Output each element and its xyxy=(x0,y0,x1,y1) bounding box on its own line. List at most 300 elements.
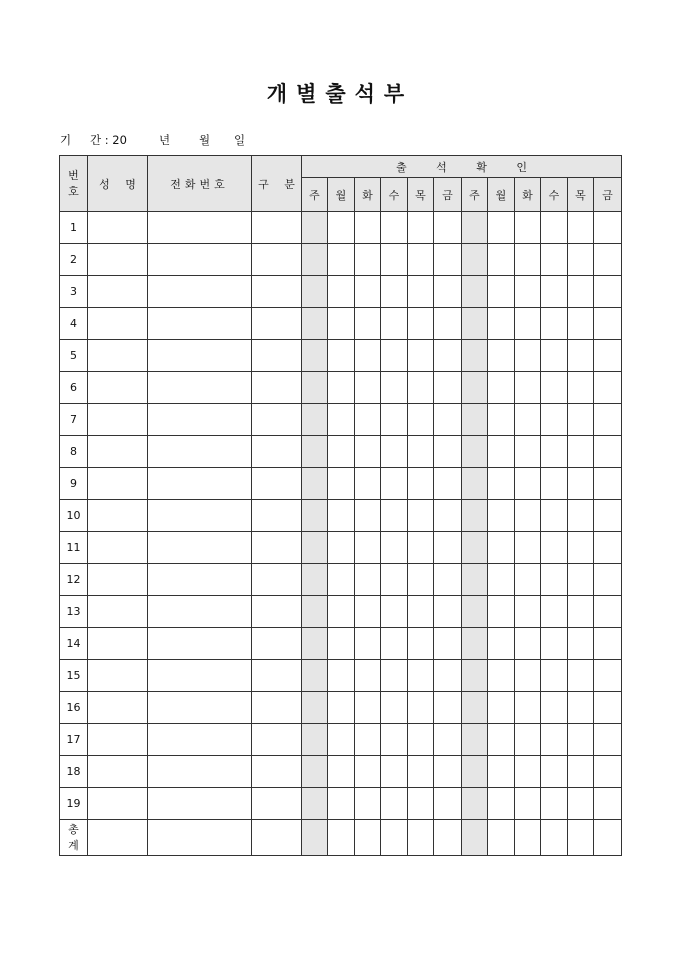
attendance-cell[interactable] xyxy=(328,404,355,436)
attendance-cell[interactable] xyxy=(381,660,408,692)
attendance-cell[interactable] xyxy=(381,788,408,820)
attendance-cell[interactable] xyxy=(515,276,541,308)
attendance-cell[interactable] xyxy=(328,532,355,564)
category-cell[interactable] xyxy=(252,532,302,564)
attendance-cell[interactable] xyxy=(302,308,328,340)
name-cell[interactable] xyxy=(88,660,148,692)
attendance-cell[interactable] xyxy=(568,660,594,692)
category-cell[interactable] xyxy=(252,276,302,308)
attendance-cell[interactable] xyxy=(568,756,594,788)
attendance-cell[interactable] xyxy=(462,404,488,436)
attendance-cell[interactable] xyxy=(541,788,568,820)
attendance-cell[interactable] xyxy=(302,724,328,756)
attendance-cell[interactable] xyxy=(462,628,488,660)
attendance-cell[interactable] xyxy=(594,532,622,564)
attendance-cell[interactable] xyxy=(541,468,568,500)
attendance-cell[interactable] xyxy=(355,372,381,404)
attendance-cell[interactable] xyxy=(568,532,594,564)
attendance-cell[interactable] xyxy=(381,628,408,660)
attendance-cell[interactable] xyxy=(568,404,594,436)
attendance-cell[interactable] xyxy=(541,276,568,308)
attendance-cell[interactable] xyxy=(408,468,434,500)
attendance-cell[interactable] xyxy=(302,500,328,532)
attendance-cell[interactable] xyxy=(515,212,541,244)
name-cell[interactable] xyxy=(88,308,148,340)
name-cell[interactable] xyxy=(88,692,148,724)
attendance-cell[interactable] xyxy=(434,372,462,404)
total-attendance-cell[interactable] xyxy=(515,820,541,856)
attendance-cell[interactable] xyxy=(462,596,488,628)
attendance-cell[interactable] xyxy=(381,500,408,532)
attendance-cell[interactable] xyxy=(408,340,434,372)
attendance-cell[interactable] xyxy=(328,436,355,468)
attendance-cell[interactable] xyxy=(302,692,328,724)
phone-cell[interactable] xyxy=(148,628,252,660)
attendance-cell[interactable] xyxy=(381,692,408,724)
attendance-cell[interactable] xyxy=(462,564,488,596)
attendance-cell[interactable] xyxy=(488,660,515,692)
attendance-cell[interactable] xyxy=(302,468,328,500)
attendance-cell[interactable] xyxy=(408,500,434,532)
attendance-cell[interactable] xyxy=(302,660,328,692)
name-cell[interactable] xyxy=(88,372,148,404)
attendance-cell[interactable] xyxy=(355,436,381,468)
name-cell[interactable] xyxy=(88,628,148,660)
attendance-cell[interactable] xyxy=(488,564,515,596)
attendance-cell[interactable] xyxy=(355,532,381,564)
attendance-cell[interactable] xyxy=(541,564,568,596)
attendance-cell[interactable] xyxy=(434,308,462,340)
attendance-cell[interactable] xyxy=(355,628,381,660)
attendance-cell[interactable] xyxy=(568,628,594,660)
attendance-cell[interactable] xyxy=(328,628,355,660)
attendance-cell[interactable] xyxy=(302,372,328,404)
attendance-cell[interactable] xyxy=(594,564,622,596)
attendance-cell[interactable] xyxy=(355,404,381,436)
phone-cell[interactable] xyxy=(148,756,252,788)
attendance-cell[interactable] xyxy=(462,468,488,500)
attendance-cell[interactable] xyxy=(568,244,594,276)
attendance-cell[interactable] xyxy=(355,756,381,788)
attendance-cell[interactable] xyxy=(328,596,355,628)
attendance-cell[interactable] xyxy=(568,596,594,628)
phone-cell[interactable] xyxy=(148,468,252,500)
attendance-cell[interactable] xyxy=(302,532,328,564)
total-attendance-cell[interactable] xyxy=(302,820,328,856)
attendance-cell[interactable] xyxy=(381,244,408,276)
attendance-cell[interactable] xyxy=(515,724,541,756)
attendance-cell[interactable] xyxy=(328,500,355,532)
phone-cell[interactable] xyxy=(148,692,252,724)
attendance-cell[interactable] xyxy=(381,308,408,340)
attendance-cell[interactable] xyxy=(408,372,434,404)
category-cell[interactable] xyxy=(252,756,302,788)
attendance-cell[interactable] xyxy=(541,404,568,436)
attendance-cell[interactable] xyxy=(462,532,488,564)
phone-cell[interactable] xyxy=(148,724,252,756)
phone-cell[interactable] xyxy=(148,212,252,244)
attendance-cell[interactable] xyxy=(355,276,381,308)
category-cell[interactable] xyxy=(252,628,302,660)
phone-cell[interactable] xyxy=(148,564,252,596)
attendance-cell[interactable] xyxy=(488,692,515,724)
attendance-cell[interactable] xyxy=(328,468,355,500)
attendance-cell[interactable] xyxy=(302,564,328,596)
attendance-cell[interactable] xyxy=(541,660,568,692)
attendance-cell[interactable] xyxy=(434,628,462,660)
attendance-cell[interactable] xyxy=(355,692,381,724)
attendance-cell[interactable] xyxy=(515,756,541,788)
total-attendance-cell[interactable] xyxy=(408,820,434,856)
attendance-cell[interactable] xyxy=(488,276,515,308)
attendance-cell[interactable] xyxy=(302,756,328,788)
attendance-cell[interactable] xyxy=(328,212,355,244)
attendance-cell[interactable] xyxy=(381,276,408,308)
attendance-cell[interactable] xyxy=(462,308,488,340)
phone-cell[interactable] xyxy=(148,372,252,404)
attendance-cell[interactable] xyxy=(515,468,541,500)
attendance-cell[interactable] xyxy=(462,788,488,820)
attendance-cell[interactable] xyxy=(381,532,408,564)
attendance-cell[interactable] xyxy=(462,212,488,244)
attendance-cell[interactable] xyxy=(488,500,515,532)
total-attendance-cell[interactable] xyxy=(594,820,622,856)
total-attendance-cell[interactable] xyxy=(381,820,408,856)
attendance-cell[interactable] xyxy=(488,436,515,468)
attendance-cell[interactable] xyxy=(594,756,622,788)
category-cell[interactable] xyxy=(252,788,302,820)
attendance-cell[interactable] xyxy=(434,596,462,628)
attendance-cell[interactable] xyxy=(568,212,594,244)
total-attendance-cell[interactable] xyxy=(328,820,355,856)
name-cell[interactable] xyxy=(88,276,148,308)
phone-cell[interactable] xyxy=(148,340,252,372)
attendance-cell[interactable] xyxy=(594,404,622,436)
attendance-cell[interactable] xyxy=(594,724,622,756)
attendance-cell[interactable] xyxy=(515,404,541,436)
phone-cell[interactable] xyxy=(148,660,252,692)
attendance-cell[interactable] xyxy=(381,724,408,756)
attendance-cell[interactable] xyxy=(488,244,515,276)
name-cell[interactable] xyxy=(88,500,148,532)
attendance-cell[interactable] xyxy=(462,660,488,692)
attendance-cell[interactable] xyxy=(328,660,355,692)
attendance-cell[interactable] xyxy=(488,788,515,820)
attendance-cell[interactable] xyxy=(355,244,381,276)
total-phone-cell[interactable] xyxy=(148,820,252,856)
attendance-cell[interactable] xyxy=(434,404,462,436)
category-cell[interactable] xyxy=(252,724,302,756)
name-cell[interactable] xyxy=(88,756,148,788)
attendance-cell[interactable] xyxy=(594,468,622,500)
attendance-cell[interactable] xyxy=(408,308,434,340)
attendance-cell[interactable] xyxy=(302,436,328,468)
attendance-cell[interactable] xyxy=(434,340,462,372)
attendance-cell[interactable] xyxy=(462,500,488,532)
attendance-cell[interactable] xyxy=(541,212,568,244)
attendance-cell[interactable] xyxy=(462,244,488,276)
category-cell[interactable] xyxy=(252,596,302,628)
attendance-cell[interactable] xyxy=(355,788,381,820)
total-attendance-cell[interactable] xyxy=(568,820,594,856)
attendance-cell[interactable] xyxy=(541,372,568,404)
attendance-cell[interactable] xyxy=(328,692,355,724)
attendance-cell[interactable] xyxy=(568,500,594,532)
attendance-cell[interactable] xyxy=(541,436,568,468)
attendance-cell[interactable] xyxy=(408,788,434,820)
attendance-cell[interactable] xyxy=(434,212,462,244)
attendance-cell[interactable] xyxy=(488,596,515,628)
attendance-cell[interactable] xyxy=(568,372,594,404)
total-category-cell[interactable] xyxy=(252,820,302,856)
attendance-cell[interactable] xyxy=(434,244,462,276)
attendance-cell[interactable] xyxy=(462,372,488,404)
phone-cell[interactable] xyxy=(148,436,252,468)
attendance-cell[interactable] xyxy=(328,244,355,276)
attendance-cell[interactable] xyxy=(541,756,568,788)
total-name-cell[interactable] xyxy=(88,820,148,856)
category-cell[interactable] xyxy=(252,436,302,468)
category-cell[interactable] xyxy=(252,468,302,500)
attendance-cell[interactable] xyxy=(462,276,488,308)
attendance-cell[interactable] xyxy=(302,596,328,628)
name-cell[interactable] xyxy=(88,244,148,276)
attendance-cell[interactable] xyxy=(541,724,568,756)
attendance-cell[interactable] xyxy=(594,340,622,372)
attendance-cell[interactable] xyxy=(541,308,568,340)
category-cell[interactable] xyxy=(252,308,302,340)
attendance-cell[interactable] xyxy=(515,308,541,340)
attendance-cell[interactable] xyxy=(408,564,434,596)
attendance-cell[interactable] xyxy=(488,308,515,340)
attendance-cell[interactable] xyxy=(594,660,622,692)
attendance-cell[interactable] xyxy=(541,500,568,532)
phone-cell[interactable] xyxy=(148,596,252,628)
attendance-cell[interactable] xyxy=(434,436,462,468)
attendance-cell[interactable] xyxy=(328,372,355,404)
attendance-cell[interactable] xyxy=(408,628,434,660)
name-cell[interactable] xyxy=(88,404,148,436)
attendance-cell[interactable] xyxy=(594,212,622,244)
phone-cell[interactable] xyxy=(148,308,252,340)
attendance-cell[interactable] xyxy=(515,372,541,404)
attendance-cell[interactable] xyxy=(515,564,541,596)
attendance-cell[interactable] xyxy=(381,468,408,500)
attendance-cell[interactable] xyxy=(355,340,381,372)
attendance-cell[interactable] xyxy=(302,244,328,276)
phone-cell[interactable] xyxy=(148,532,252,564)
category-cell[interactable] xyxy=(252,212,302,244)
attendance-cell[interactable] xyxy=(434,756,462,788)
attendance-cell[interactable] xyxy=(594,692,622,724)
attendance-cell[interactable] xyxy=(408,692,434,724)
category-cell[interactable] xyxy=(252,500,302,532)
attendance-cell[interactable] xyxy=(594,500,622,532)
attendance-cell[interactable] xyxy=(381,340,408,372)
attendance-cell[interactable] xyxy=(488,724,515,756)
attendance-cell[interactable] xyxy=(355,212,381,244)
attendance-cell[interactable] xyxy=(515,788,541,820)
attendance-cell[interactable] xyxy=(302,628,328,660)
attendance-cell[interactable] xyxy=(515,628,541,660)
attendance-cell[interactable] xyxy=(408,724,434,756)
attendance-cell[interactable] xyxy=(302,212,328,244)
attendance-cell[interactable] xyxy=(328,788,355,820)
attendance-cell[interactable] xyxy=(355,724,381,756)
attendance-cell[interactable] xyxy=(462,436,488,468)
phone-cell[interactable] xyxy=(148,404,252,436)
category-cell[interactable] xyxy=(252,244,302,276)
attendance-cell[interactable] xyxy=(568,308,594,340)
attendance-cell[interactable] xyxy=(594,308,622,340)
attendance-cell[interactable] xyxy=(328,308,355,340)
attendance-cell[interactable] xyxy=(434,468,462,500)
attendance-cell[interactable] xyxy=(594,436,622,468)
attendance-cell[interactable] xyxy=(302,276,328,308)
attendance-cell[interactable] xyxy=(434,500,462,532)
attendance-cell[interactable] xyxy=(328,564,355,596)
attendance-cell[interactable] xyxy=(328,724,355,756)
attendance-cell[interactable] xyxy=(302,788,328,820)
attendance-cell[interactable] xyxy=(381,212,408,244)
attendance-cell[interactable] xyxy=(541,244,568,276)
attendance-cell[interactable] xyxy=(355,660,381,692)
attendance-cell[interactable] xyxy=(541,596,568,628)
attendance-cell[interactable] xyxy=(488,340,515,372)
category-cell[interactable] xyxy=(252,340,302,372)
category-cell[interactable] xyxy=(252,692,302,724)
attendance-cell[interactable] xyxy=(434,724,462,756)
attendance-cell[interactable] xyxy=(515,660,541,692)
attendance-cell[interactable] xyxy=(594,244,622,276)
attendance-cell[interactable] xyxy=(594,628,622,660)
attendance-cell[interactable] xyxy=(302,340,328,372)
attendance-cell[interactable] xyxy=(515,244,541,276)
attendance-cell[interactable] xyxy=(568,468,594,500)
attendance-cell[interactable] xyxy=(328,340,355,372)
attendance-cell[interactable] xyxy=(488,212,515,244)
attendance-cell[interactable] xyxy=(328,756,355,788)
attendance-cell[interactable] xyxy=(355,564,381,596)
attendance-cell[interactable] xyxy=(381,756,408,788)
total-attendance-cell[interactable] xyxy=(355,820,381,856)
attendance-cell[interactable] xyxy=(462,340,488,372)
name-cell[interactable] xyxy=(88,436,148,468)
attendance-cell[interactable] xyxy=(488,468,515,500)
attendance-cell[interactable] xyxy=(434,532,462,564)
attendance-cell[interactable] xyxy=(568,276,594,308)
attendance-cell[interactable] xyxy=(434,660,462,692)
attendance-cell[interactable] xyxy=(515,500,541,532)
attendance-cell[interactable] xyxy=(488,756,515,788)
name-cell[interactable] xyxy=(88,564,148,596)
phone-cell[interactable] xyxy=(148,244,252,276)
attendance-cell[interactable] xyxy=(568,724,594,756)
attendance-cell[interactable] xyxy=(488,372,515,404)
attendance-cell[interactable] xyxy=(515,340,541,372)
attendance-cell[interactable] xyxy=(488,532,515,564)
attendance-cell[interactable] xyxy=(568,692,594,724)
name-cell[interactable] xyxy=(88,532,148,564)
attendance-cell[interactable] xyxy=(408,756,434,788)
attendance-cell[interactable] xyxy=(541,692,568,724)
name-cell[interactable] xyxy=(88,468,148,500)
attendance-cell[interactable] xyxy=(328,276,355,308)
attendance-cell[interactable] xyxy=(408,276,434,308)
attendance-cell[interactable] xyxy=(381,372,408,404)
attendance-cell[interactable] xyxy=(594,596,622,628)
attendance-cell[interactable] xyxy=(515,692,541,724)
attendance-cell[interactable] xyxy=(488,404,515,436)
attendance-cell[interactable] xyxy=(355,500,381,532)
total-attendance-cell[interactable] xyxy=(541,820,568,856)
total-attendance-cell[interactable] xyxy=(462,820,488,856)
attendance-cell[interactable] xyxy=(594,276,622,308)
attendance-cell[interactable] xyxy=(434,692,462,724)
total-attendance-cell[interactable] xyxy=(488,820,515,856)
attendance-cell[interactable] xyxy=(541,628,568,660)
attendance-cell[interactable] xyxy=(515,596,541,628)
attendance-cell[interactable] xyxy=(408,596,434,628)
category-cell[interactable] xyxy=(252,660,302,692)
category-cell[interactable] xyxy=(252,564,302,596)
name-cell[interactable] xyxy=(88,340,148,372)
attendance-cell[interactable] xyxy=(381,436,408,468)
attendance-cell[interactable] xyxy=(381,404,408,436)
attendance-cell[interactable] xyxy=(541,532,568,564)
name-cell[interactable] xyxy=(88,724,148,756)
attendance-cell[interactable] xyxy=(408,212,434,244)
attendance-cell[interactable] xyxy=(594,788,622,820)
attendance-cell[interactable] xyxy=(381,596,408,628)
attendance-cell[interactable] xyxy=(408,404,434,436)
attendance-cell[interactable] xyxy=(381,564,408,596)
attendance-cell[interactable] xyxy=(568,340,594,372)
attendance-cell[interactable] xyxy=(568,564,594,596)
attendance-cell[interactable] xyxy=(434,564,462,596)
attendance-cell[interactable] xyxy=(488,628,515,660)
phone-cell[interactable] xyxy=(148,276,252,308)
attendance-cell[interactable] xyxy=(434,276,462,308)
attendance-cell[interactable] xyxy=(515,436,541,468)
attendance-cell[interactable] xyxy=(434,788,462,820)
phone-cell[interactable] xyxy=(148,788,252,820)
attendance-cell[interactable] xyxy=(568,436,594,468)
total-attendance-cell[interactable] xyxy=(434,820,462,856)
phone-cell[interactable] xyxy=(148,500,252,532)
name-cell[interactable] xyxy=(88,212,148,244)
attendance-cell[interactable] xyxy=(408,532,434,564)
category-cell[interactable] xyxy=(252,404,302,436)
attendance-cell[interactable] xyxy=(355,308,381,340)
attendance-cell[interactable] xyxy=(408,436,434,468)
attendance-cell[interactable] xyxy=(355,468,381,500)
attendance-cell[interactable] xyxy=(408,244,434,276)
category-cell[interactable] xyxy=(252,372,302,404)
attendance-cell[interactable] xyxy=(568,788,594,820)
attendance-cell[interactable] xyxy=(462,756,488,788)
attendance-cell[interactable] xyxy=(462,692,488,724)
attendance-cell[interactable] xyxy=(355,596,381,628)
attendance-cell[interactable] xyxy=(594,372,622,404)
name-cell[interactable] xyxy=(88,596,148,628)
name-cell[interactable] xyxy=(88,788,148,820)
attendance-cell[interactable] xyxy=(515,532,541,564)
attendance-cell[interactable] xyxy=(302,404,328,436)
attendance-cell[interactable] xyxy=(462,724,488,756)
attendance-cell[interactable] xyxy=(541,340,568,372)
attendance-cell[interactable] xyxy=(408,660,434,692)
